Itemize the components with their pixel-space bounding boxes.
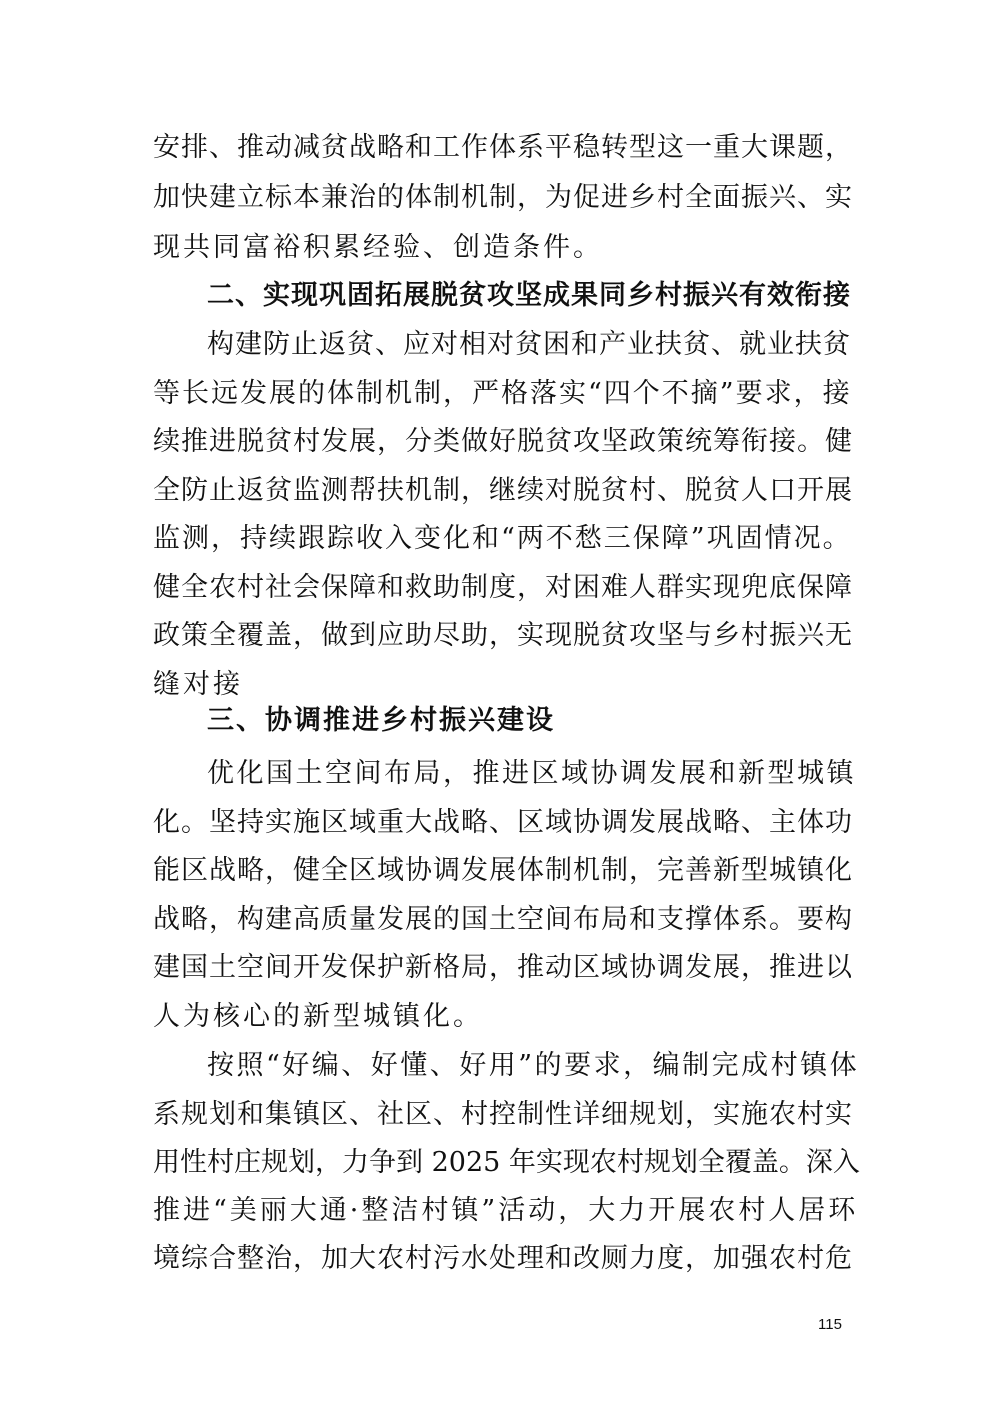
paragraph-line: 战略，构建高质量发展的国土空间布局和支撑体系。要构: [153, 904, 853, 935]
paragraph-line: 化。坚持实施区域重大战略、区域协调发展战略、主体功: [153, 807, 853, 838]
paragraph-line: 等长远发展的体制机制，严格落实“四个不摘”要求，接: [153, 378, 852, 409]
paragraph-line: 安排、推动减贫战略和工作体系平稳转型这一重大课题，: [153, 132, 853, 163]
section-heading: 二、实现巩固拓展脱贫攻坚成果同乡村振兴有效衔接: [207, 280, 851, 311]
paragraph-line: 推进“美丽大通·整洁村镇”活动，大力开展农村人居环: [153, 1195, 859, 1226]
paragraph-line: 健全农村社会保障和救助制度，对困难人群实现兜底保障: [153, 572, 853, 603]
paragraph-line: 人为核心的新型城镇化。: [153, 1001, 483, 1032]
paragraph-line: 用性村庄规划，力争到 2025 年实现农村规划全覆盖。深入: [153, 1147, 860, 1178]
paragraph-line: 续推进脱贫村发展，分类做好脱贫攻坚政策统筹衔接。健: [153, 426, 853, 457]
paragraph-line: 按照“好编、好懂、好用”的要求，编制完成村镇体: [207, 1050, 860, 1081]
paragraph-line: 缝对接: [153, 669, 243, 700]
section-heading: 三、协调推进乡村振兴建设: [207, 705, 555, 736]
paragraph-line: 建国土空间开发保护新格局，推动区域协调发展，推进以: [153, 952, 853, 983]
paragraph-line: 能区战略，健全区域协调发展体制机制，完善新型城镇化: [153, 855, 853, 886]
paragraph-line: 现共同富裕积累经验、创造条件。: [153, 232, 603, 263]
paragraph-line: 监测，持续跟踪收入变化和“两不愁三保障”巩固情况。: [153, 523, 852, 554]
paragraph-line: 加快建立标本兼治的体制机制，为促进乡村全面振兴、实: [153, 182, 853, 213]
paragraph-line: 全防止返贫监测帮扶机制，继续对脱贫村、脱贫人口开展: [153, 475, 853, 506]
paragraph-line: 政策全覆盖，做到应助尽助，实现脱贫攻坚与乡村振兴无: [153, 620, 853, 651]
paragraph-line: 系规划和集镇区、社区、村控制性详细规划，实施农村实: [153, 1099, 853, 1130]
page-number: 115: [818, 1316, 842, 1333]
paragraph-line: 优化国土空间布局，推进区域协调发展和新型城镇: [207, 758, 856, 789]
paragraph-line: 境综合整治，加大农村污水处理和改厕力度，加强农村危: [153, 1243, 853, 1274]
paragraph-line: 构建防止返贫、应对相对贫困和产业扶贫、就业扶贫: [207, 329, 851, 360]
